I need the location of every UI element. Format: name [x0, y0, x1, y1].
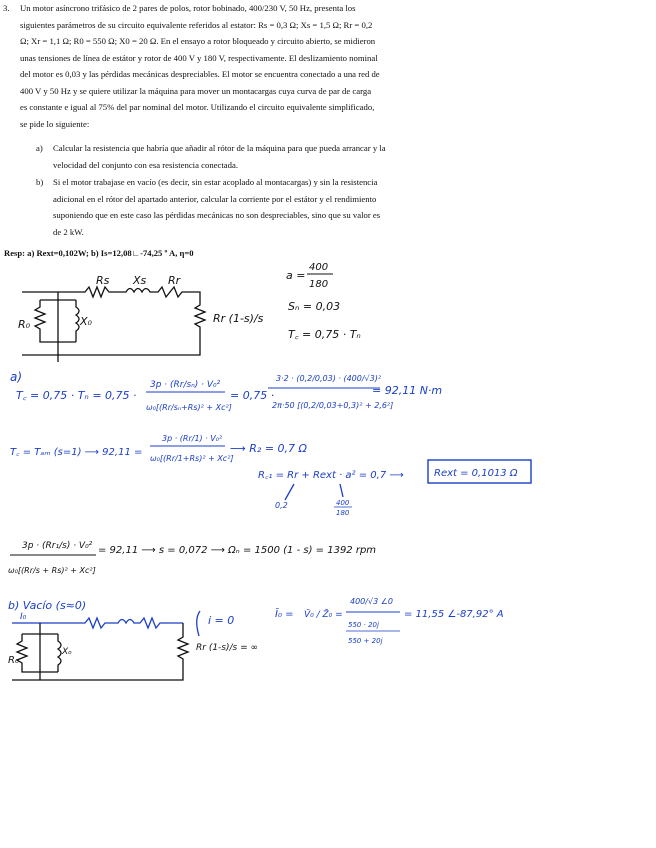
- problem-line: Ω; Xr = 1,1 Ω; R0 = 550 Ω; X0 = 20 Ω. En el ensayo a rotor bloqueado y circuito abierto, se midieron: [20, 36, 376, 46]
- no-load-current-lhs: Ī₀ =: [275, 609, 294, 620]
- problem-number: 3.: [3, 3, 10, 13]
- torque-equation-lhs: T꜀ = 0,75 · Tₙ = 0,75 ·: [16, 389, 137, 402]
- svg-text:ω₀[(Rr/s + Rs)² + Xc²]: ω₀[(Rr/s + Rs)² + Xc²]: [8, 566, 96, 575]
- ratio-a-label: a =: [286, 269, 306, 282]
- start-torque-equation-lhs: T꜀ = Tₐₘ (s=1) ⟶ 92,11 =: [10, 447, 143, 458]
- problem-line: se pide lo siguiente:: [20, 118, 90, 129]
- r0-label-b: R₀: [8, 655, 19, 666]
- given-values: [286, 262, 361, 341]
- rext-answer: Rext = 0,1013 Ω: [434, 468, 518, 479]
- svg-text:ω₀[(Rr/sₙ+Rs)² + Xc²]: ω₀[(Rr/sₙ+Rs)² + Xc²]: [146, 403, 232, 412]
- problem-line: siguientes parámetros de su circuito equivalente referidos al estator: Rs = 0,3 Ω; Xs = 1,5 Ω; Rr = 0,2: [20, 19, 373, 30]
- subquestion-a-label: a): [36, 143, 43, 153]
- infinite-load-label: Rr (1-s)/s = ∞: [196, 643, 258, 653]
- xs-label: Xs: [133, 274, 147, 287]
- x0-label: X₀: [80, 315, 92, 328]
- svg-text:ω₀[(Rr/1+Rs)² + Xc²]: ω₀[(Rr/1+Rs)² + Xc²]: [150, 454, 234, 463]
- subquestion-b-label: b): [36, 177, 44, 187]
- subquestion-b-line: adicional en el rótor del apartado anterior, calcular la corriente por el estátor y el rendimiento: [53, 193, 377, 204]
- nominal-torque-result: = 92,11 N·m: [372, 384, 443, 397]
- answer-line: Resp: a) Rext=0,102W; b) Is=12,08∟-74,25 º A, η=0: [4, 248, 194, 258]
- problem-line: unas tensiones de línea de estátor y rotor de 400 V y 180 V, respectivamente. El deslizamiento nominal: [20, 52, 378, 63]
- rr-annotation: 0,2: [275, 501, 288, 510]
- no-load-current-numerator: 400/√3 ∠0: [350, 597, 393, 606]
- x0-label-b: Xₒ: [62, 647, 72, 657]
- subquestion-b-line: de 2 kW.: [53, 226, 84, 237]
- svg-text:2π·50 [(0,2/0,03+0,3)² + 2,6²]: 2π·50 [(0,2/0,03+0,3)² + 2,6²]: [272, 401, 394, 410]
- rs-label: Rs: [96, 274, 110, 287]
- svg-text:3p · (Rr₁/s) · V₀²: 3p · (Rr₁/s) · V₀²: [22, 541, 93, 551]
- svg-text:3p · (Rr/sₙ) · V₀²: 3p · (Rr/sₙ) · V₀²: [150, 380, 221, 390]
- problem-line: es constante e igual al 75% del par nominal del motor. Utilizando el circuito equivalente simplificado,: [20, 102, 375, 112]
- no-load-current-den-sum: 550 + 20j: [348, 637, 383, 645]
- ratio-annotation-num: 400: [336, 499, 350, 507]
- torque-equation-mid: = 0,75 ·: [230, 389, 275, 402]
- no-load-current-fraction: V̄₀ / Z̄₀ =: [304, 610, 343, 620]
- ratio-a-denominator: 180: [309, 279, 329, 290]
- r0-label: R₀: [18, 318, 31, 331]
- load-torque: T꜀ = 0,75 · Tₙ: [288, 328, 361, 341]
- svg-text:3p · (Rr/1) · V₀²: 3p · (Rr/1) · V₀²: [162, 434, 223, 443]
- rr-label: Rr: [168, 274, 181, 287]
- problem-line: del motor es 0,03 y las pérdidas mecánicas despreciables. El motor se encuentra conectado a una red de: [20, 69, 380, 79]
- rotor-resistance-equation: R꜀₁ = Rr + Rext · a² = 0,7 ⟶: [258, 470, 404, 481]
- no-load-current-label: I₀: [20, 612, 27, 622]
- no-load-current-den-product: 550 · 20j: [348, 621, 379, 629]
- problem-line: Un motor asíncrono trifásico de 2 pares de polos, rotor bobinado, 400/230 V, 50 Hz, presenta los: [20, 3, 356, 13]
- subquestion-a-line: Calcular la resistencia que habría que añadir al rótor de la máquina para que pueda arrancar y la: [53, 143, 386, 153]
- slip-result-equation: = 92,11 ⟶ s = 0,072 ⟶ Ωₙ = 1500 (1 - s) = 1392 rpm: [98, 545, 377, 556]
- part-a-label: a): [10, 370, 23, 384]
- svg-text:3·2 · (0,2/0,03) · (400/√3)²: 3·2 · (0,2/0,03) · (400/√3)²: [276, 374, 382, 383]
- ratio-annotation-den: 180: [336, 509, 350, 517]
- no-load-current-result: = 11,55 ∠-87,92° A: [404, 609, 504, 620]
- load-resistor-label: Rr (1-s)/s: [213, 312, 264, 325]
- ratio-a-numerator: 400: [309, 262, 329, 273]
- problem-line: 400 V y 50 Hz y se quiere utilizar la máquina para mover un montacargas cuya curva de par de carga: [20, 85, 372, 96]
- start-resistance-result: ⟶ R₂ = 0,7 Ω: [230, 442, 307, 455]
- equivalent-circuit: [18, 274, 264, 362]
- subquestion-b-line: Si el motor trabajase en vacío (es decir, sin estar acoplado al montacargas) y sin la resistencia: [53, 177, 378, 187]
- slip-nominal: Sₙ = 0,03: [288, 300, 341, 313]
- subquestion-a-line: velocidad del conjunto con esa resistencia conectada.: [53, 159, 239, 170]
- subquestion-b-line: suponiendo que en este caso las pérdidas mecánicas no son despreciables, sino que su valor es: [53, 210, 381, 220]
- part-b-solution: [8, 597, 504, 680]
- rotor-current-zero: i = 0: [208, 614, 235, 627]
- part-a-solution: [8, 370, 531, 575]
- part-b-label: b) Vacío (s≈0): [8, 599, 87, 612]
